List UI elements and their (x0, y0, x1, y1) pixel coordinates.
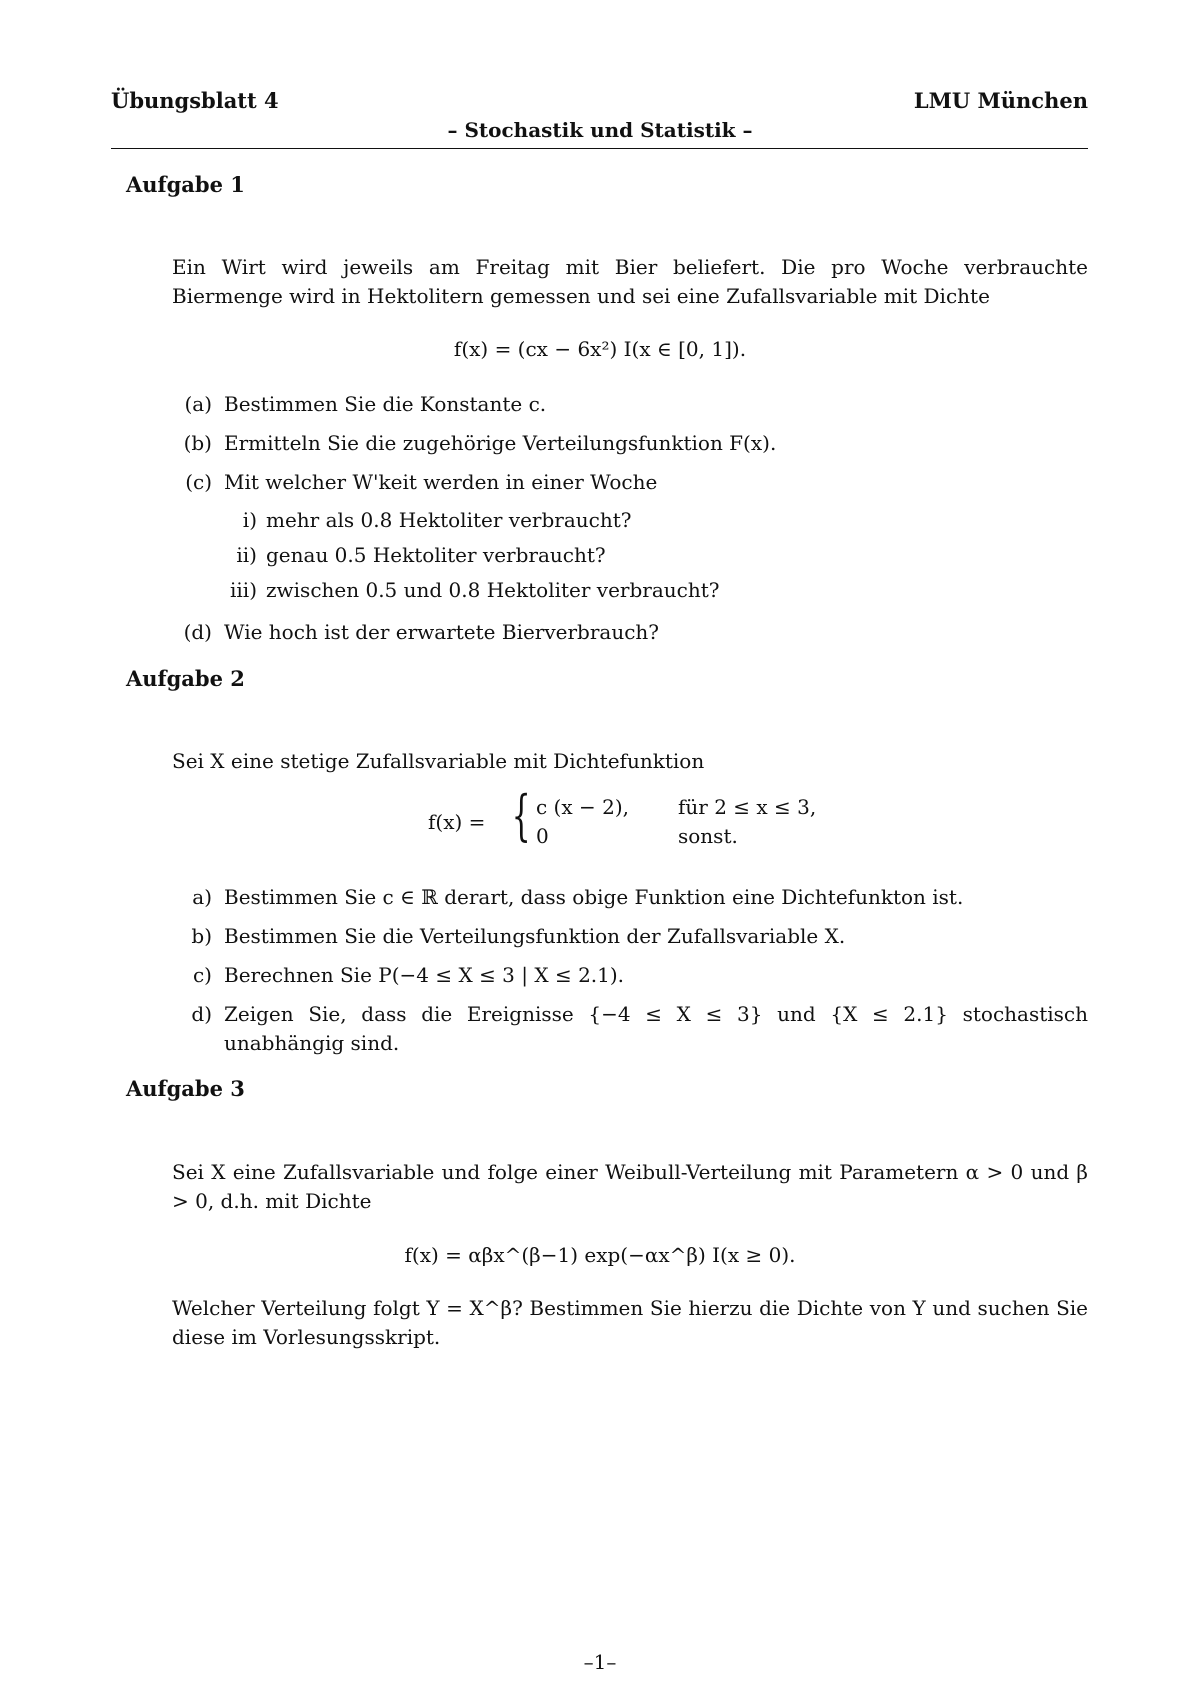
aufgabe-3-formula: f(x) = αβx^(β−1) exp(−αx^β) I(x ≥ 0). (404, 1243, 796, 1267)
item-label: (a) (184, 392, 212, 416)
aufgabe-3-title: Aufgabe 3 (126, 1076, 245, 1101)
aufgabe-2-item-a-text: Bestimmen Sie c ∈ ℝ derart, dass obige Funktion eine Dichtefunkton ist. (224, 885, 964, 909)
aufgabe-2-item-d-text: Zeigen Sie, dass die Ereignisse {−4 ≤ X ≤ 3} und {X ≤ 2.1} stochastisch unabhängig sind. (224, 1002, 1088, 1055)
aufgabe-1-intro: Ein Wirt wird jeweils am Freitag mit Bier beliefert. Die pro Woche verbrauchte Biermenge wird in Hektolitern gemessen und sei eine Zufallsvariable mit Dichte (172, 255, 1088, 308)
item-label: (b) (183, 431, 212, 455)
subitem-label: i) (242, 508, 257, 532)
aufgabe-1-item-c-text: Mit welcher W'keit werden in einer Woche (224, 470, 658, 494)
item-label: b) (191, 924, 212, 948)
aufgabe-1-formula: f(x) = (cx − 6x²) I(x ∈ [0, 1]). (453, 337, 747, 361)
aufgabe-1-item-b-text: Ermitteln Sie die zugehörige Verteilungsfunktion F(x). (224, 431, 777, 455)
aufgabe-3-intro: Sei X eine Zufallsvariable und folge einer Weibull-Verteilung mit Parametern α > 0 und β > 0, d.h. mit Dichte (172, 1160, 1088, 1213)
case-1-value: c (x − 2), (536, 795, 629, 819)
brace-symbol: { (511, 784, 531, 847)
aufgabe-1-subitem-i: mehr als 0.8 Hektoliter verbraucht? (266, 508, 632, 532)
aufgabe-2-item-b-text: Bestimmen Sie die Verteilungsfunktion der Zufallsvariable X. (224, 924, 846, 948)
aufgabe-3-question: Welcher Verteilung folgt Y = X^β? Bestimmen Sie hierzu die Dichte von Y und suchen Sie diese im Vorlesungsskript. (172, 1296, 1088, 1349)
item-label: a) (192, 885, 212, 909)
course-title: – Stochastik und Statistik – (447, 118, 753, 142)
aufgabe-1-title: Aufgabe 1 (126, 172, 245, 197)
subitem-label: iii) (230, 578, 257, 602)
aufgabe-2-intro: Sei X eine stetige Zufallsvariable mit Dichtefunktion (172, 749, 705, 773)
sheet-title: Übungsblatt 4 (111, 88, 279, 113)
university-name: LMU München (913, 88, 1088, 113)
case-1-condition: für 2 ≤ x ≤ 3, (678, 795, 817, 819)
case-2-value: 0 (536, 824, 549, 848)
item-label: d) (191, 1002, 212, 1026)
item-label: (c) (185, 470, 212, 494)
item-label: (d) (183, 620, 212, 644)
item-label: c) (192, 963, 212, 987)
aufgabe-1-subitem-iii: zwischen 0.5 und 0.8 Hektoliter verbraucht? (266, 578, 720, 602)
page-number: –1– (583, 1650, 617, 1674)
aufgabe-1-subitem-ii: genau 0.5 Hektoliter verbraucht? (266, 543, 606, 567)
aufgabe-1-item-a-text: Bestimmen Sie die Konstante c. (224, 392, 547, 416)
subitem-label: ii) (236, 543, 257, 567)
formula-lhs: f(x) = (428, 810, 486, 834)
case-2-condition: sonst. (678, 824, 738, 848)
aufgabe-2-title: Aufgabe 2 (126, 666, 245, 691)
header-divider (111, 148, 1088, 149)
aufgabe-2-item-c-text: Berechnen Sie P(−4 ≤ X ≤ 3 | X ≤ 2.1). (224, 963, 625, 987)
aufgabe-1-item-d-text: Wie hoch ist der erwartete Bierverbrauch? (224, 620, 660, 644)
